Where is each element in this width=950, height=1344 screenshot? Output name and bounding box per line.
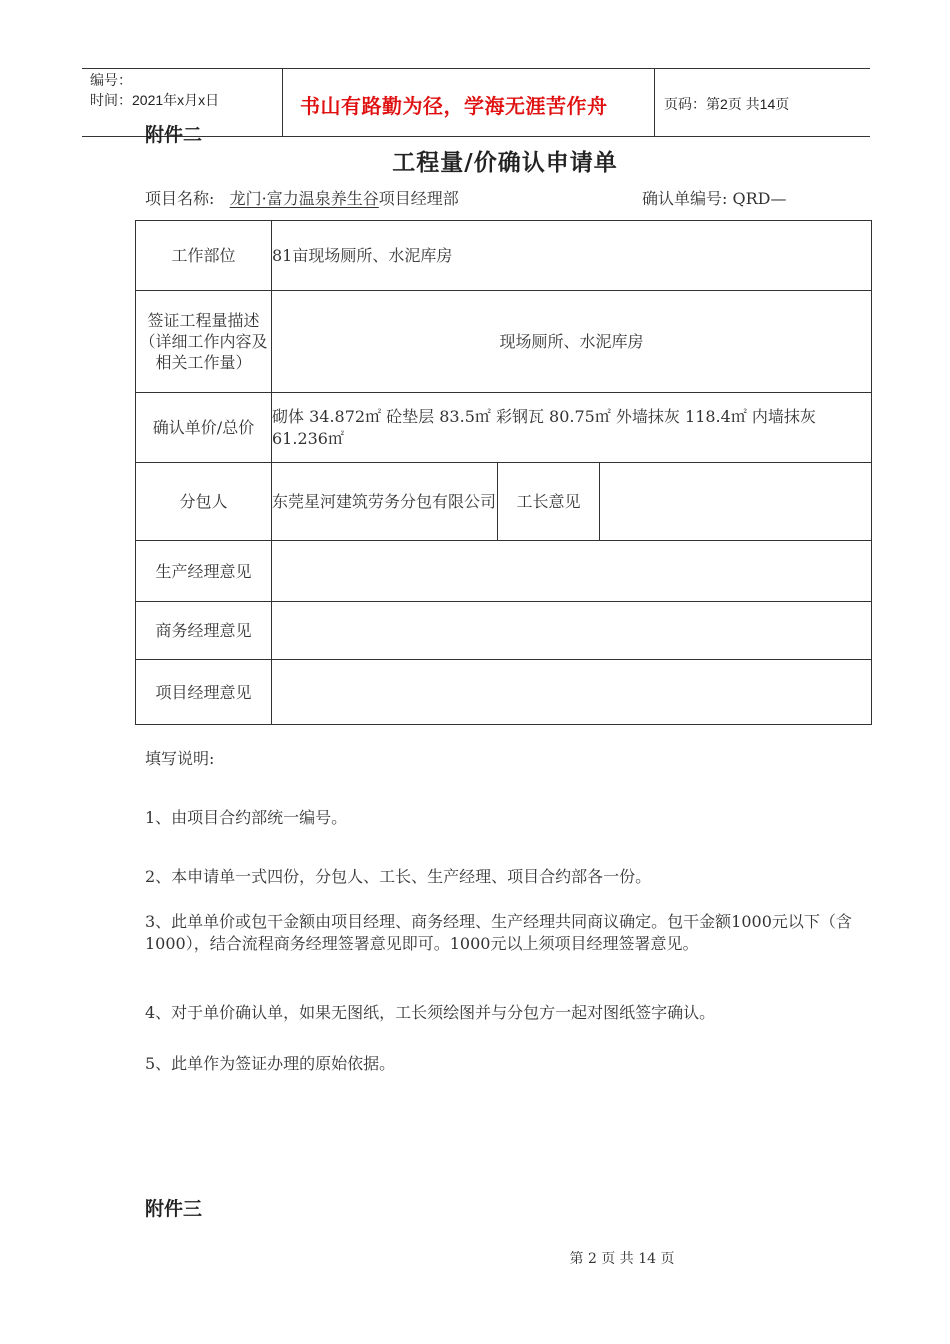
notes-heading: 填写说明: [145,749,215,768]
header-motto: 书山有路勤为径，学海无涯苦作舟 [300,94,608,118]
document-title: 工程量/价确认申请单 [392,150,618,176]
subcontractor-label: 分包人 [136,463,272,541]
project-manager-label: 项目经理意见 [136,660,272,725]
work-area-value: 81亩现场厕所、水泥库房 [272,221,872,291]
note-item-5: 5、此单作为签证办理的原始依据。 [145,1054,396,1073]
description-value: 现场厕所、水泥库房 [272,291,872,393]
row-description [136,291,872,393]
header-divider-left [282,68,283,136]
annex-three-heading: 附件三 [145,1198,203,1220]
header-top-rule [82,68,870,69]
row-work-area [136,221,872,291]
row-project-manager [136,660,872,725]
foreman-label: 工长意见 [498,463,600,541]
project-name-line [145,186,459,209]
note-item-3: 3、此单单价或包干金额由项目经理、商务经理、生产经理共同商议确定。包干金额1000元以下（含1000），结合流程商务经理签署意见即可。1000元以上须项目经理签署意见。 [145,912,852,953]
row-subcontractor [136,463,872,541]
project-manager-value[interactable] [272,660,872,725]
row-production-manager [136,541,872,602]
project-name-suffix: 项目经理部 [378,189,459,208]
header-divider-right [654,68,655,136]
price-label: 确认单价/总价 [136,393,272,463]
production-manager-label: 生产经理意见 [136,541,272,602]
foreman-value[interactable] [600,463,872,541]
project-name-label: 项目名称: [145,189,215,208]
page-footer: 第 2 页 共 14 页 [569,1251,675,1267]
work-area-label: 工作部位 [136,221,272,291]
serial-label: 编号： [90,72,132,88]
subcontractor-value: 东莞星河建筑劳务分包有限公司 [272,463,498,541]
confirmation-form-table [135,220,872,725]
description-label: 签证工程量描述（详细工作内容及相关工作量） [136,291,272,393]
row-business-manager [136,602,872,660]
business-manager-value[interactable] [272,602,872,660]
production-manager-value[interactable] [272,541,872,602]
price-value: 砌体 34.872㎡ 砼垫层 83.5㎡ 彩钢瓦 80.75㎡ 外墙抹灰 118.4㎡ 内墙抹灰 61.236㎡ [272,393,872,463]
confirm-number: 确认单编号: QRD— [642,189,787,208]
row-price [136,393,872,463]
page-info: 页码：第2页 共14页 [664,96,790,112]
note-item-1: 1、由项目合约部统一编号。 [145,808,348,827]
time-label: 时间：2021年x月x日 [90,92,220,108]
business-manager-label: 商务经理意见 [136,602,272,660]
project-name-value: 龙门·富力温泉养生谷 [229,189,379,208]
note-item-2: 2、本申请单一式四份，分包人、工长、生产经理、项目合约部各一份。 [145,867,652,886]
annex-two-heading: 附件二 [145,124,203,146]
note-item-4: 4、对于单价确认单，如果无图纸，工长须绘图并与分包方一起对图纸签字确认。 [145,1003,716,1022]
